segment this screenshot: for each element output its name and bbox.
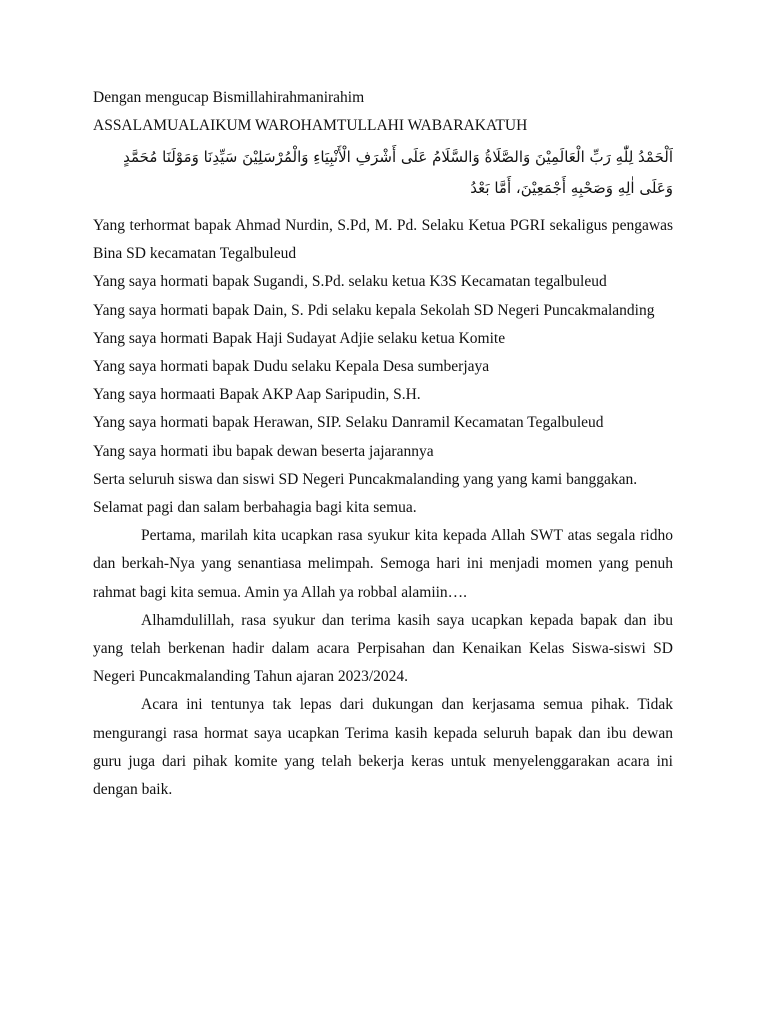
- body-paragraph-1: Pertama, marilah kita ucapkan rasa syukur kita kepada Allah SWT atas segala ridho dan berkah-Nya yang senantiasa melimpah. Semoga hari ini menjadi momen yang penuh rahmat bagi kita semua. Amin ya Allah ya robbal alamiin….: [93, 527, 673, 601]
- greeting-line: Yang saya hormati bapak Dain, S. Pdi selaku kepala Sekolah SD Negeri Puncakmalanding: [93, 301, 655, 319]
- greeting-line: Yang saya hormaati Bapak AKP Aap Saripudin, S.H.: [93, 386, 421, 404]
- body-paragraph-3: Acara ini tentunya tak lepas dari dukungan dan kerjasama semua pihak. Tidak mengurangi rasa hormat saya ucapkan Terima kasih kepada seluruh bapak dan ibu dewan guru juga dari pihak komite yang telah bekerja keras untuk menyelenggarakan acara ini dengan baik.: [93, 696, 673, 799]
- greeting-line: Yang saya hormati bapak Herawan, SIP. Selaku Danramil Kecamatan Tegalbuleud: [93, 414, 604, 432]
- body-paragraph-2: Alhamdulillah, rasa syukur dan terima kasih saya ucapkan kepada bapak dan ibu yang telah berkenan hadir dalam acara Perpisahan dan Kenaikan Kelas Siswa-siswi SD Negeri Puncakmalanding Tahun ajaran 2023/2024.: [93, 611, 673, 686]
- greeting-line: Selamat pagi dan salam berbahagia bagi kita semua.: [93, 499, 417, 517]
- greeting-line: Serta seluruh siswa dan siswi SD Negeri Puncakmalanding yang yang kami banggakan.: [93, 470, 638, 488]
- document-page: [93, 88, 673, 804]
- arabic-prayer-line-1: اَلْحَمْدُ لِلّٰهِ رَبِّ الْعَالَمِيْنَ وَالصَّلَاةُ وَالسَّلَامُ عَلَى أَشْرَفِ الْأَنْبِيَاءِ وَالْمُرْسَلِيْنَ سَيِّدِنَا وَمَوْلَنَا مُحَمَّدٍ: [123, 148, 673, 166]
- opening-bismillah: Dengan mengucap Bismillahirahmanirahim: [93, 89, 365, 106]
- greeting-line: Yang saya hormati bapak Dudu selaku Kepala Desa sumberjaya: [93, 358, 490, 376]
- greeting-line: Yang terhormat bapak Ahmad Nurdin, S.Pd, M. Pd. Selaku Ketua PGRI sekaligus pengawas Bina SD kecamatan Tegalbuleud: [93, 217, 673, 263]
- greeting-line: Yang saya hormati Bapak Haji Sudayat Adjie selaku ketua Komite: [93, 329, 506, 347]
- greeting-line: Yang saya hormati bapak Sugandi, S.Pd. selaku ketua K3S Kecamatan tegalbuleud: [93, 273, 607, 291]
- arabic-prayer-line-2: وَعَلَى اٰلِهِ وَصَحْبِهِ أَجْمَعِيْنَ، أَمَّا بَعْدُ: [470, 179, 673, 197]
- opening-salam: ASSALAMUALAIKUM WAROHAMTULLAHI WABARAKATUH: [93, 117, 528, 134]
- greeting-line: Yang saya hormati ibu bapak dewan beserta jajarannya: [93, 442, 434, 460]
